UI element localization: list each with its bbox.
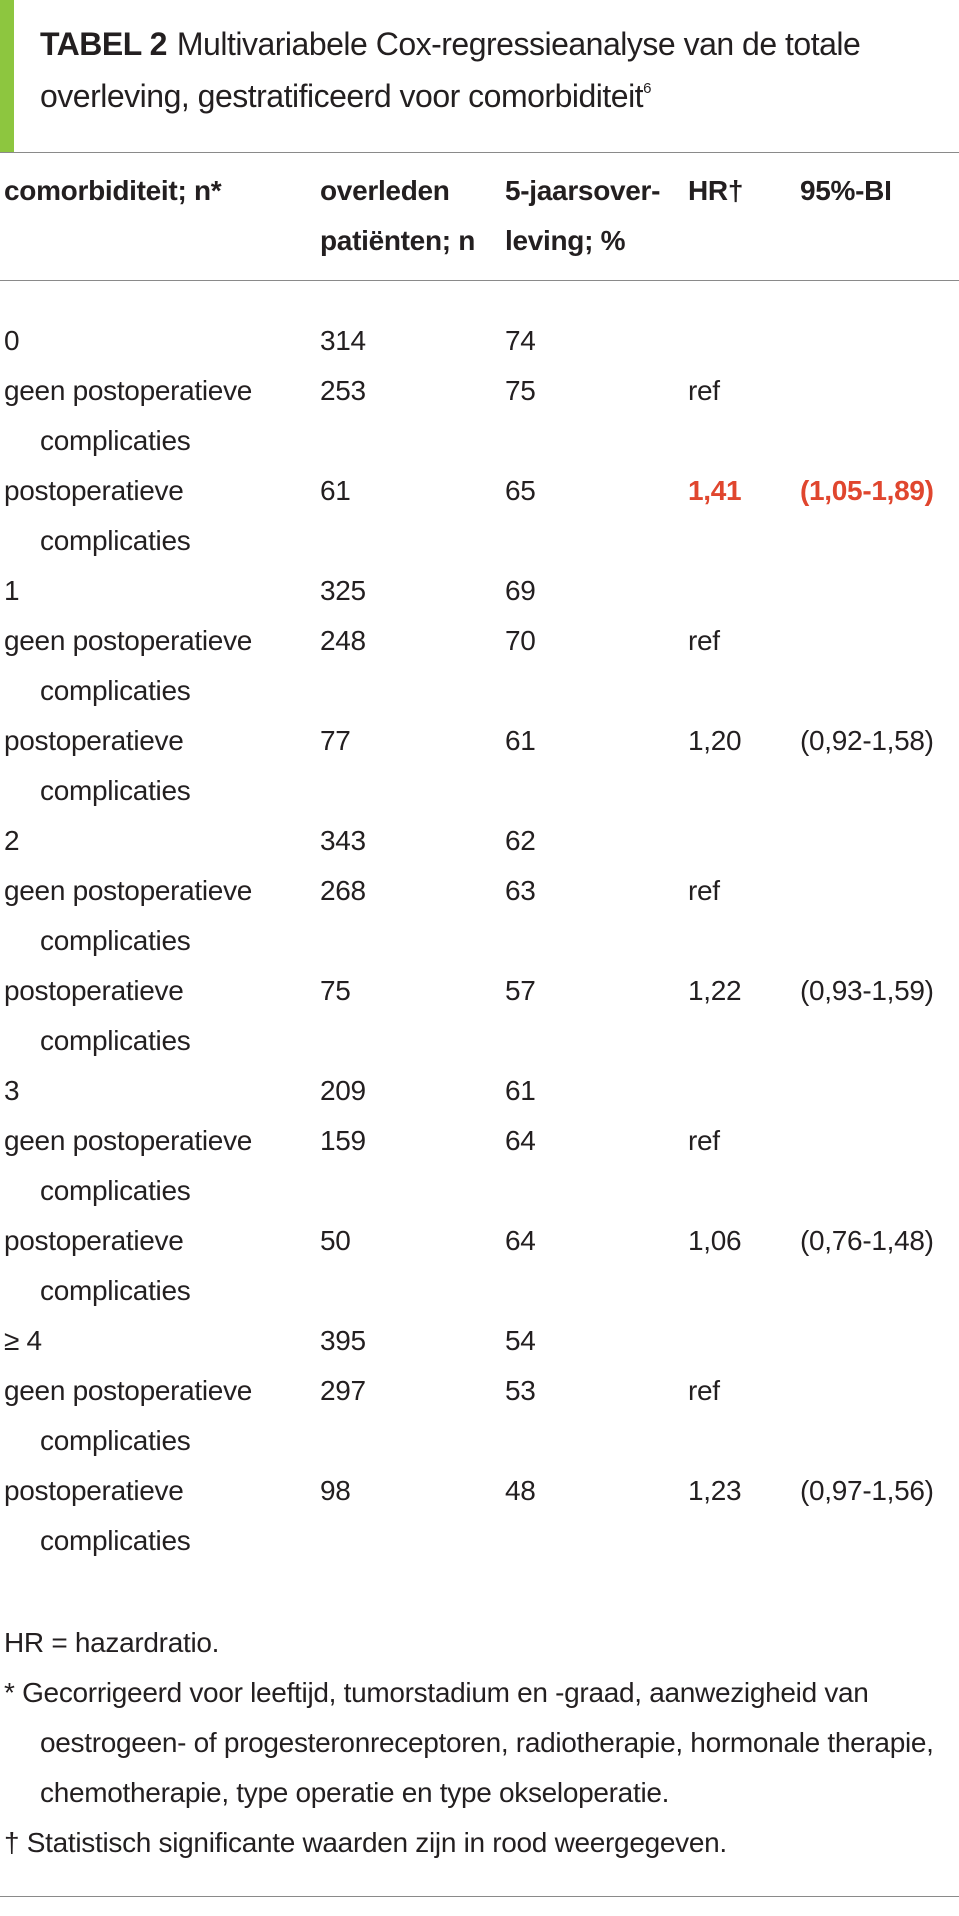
- cell-comorbiditeit-continuation: complicaties: [40, 1175, 191, 1206]
- cell-comorbiditeit: [4, 1066, 304, 1116]
- cell-comorbiditeit-label: postoperatieve: [4, 1225, 184, 1256]
- table-row: [0, 866, 959, 966]
- cell-comorbiditeit: [4, 966, 304, 1066]
- cell-overleden: 248: [320, 625, 366, 656]
- note-dagger: † Statistisch significante waarden zijn in rood weergegeven.: [4, 1827, 727, 1858]
- cell-comorbiditeit-continuation: complicaties: [40, 1025, 191, 1056]
- cell-overleden: 77: [320, 725, 351, 756]
- cell-comorbiditeit-continuation: complicaties: [40, 1425, 191, 1456]
- cell-comorbiditeit-label: 3: [4, 1075, 20, 1106]
- note-hr: HR = hazardratio.: [4, 1627, 220, 1658]
- header-ci: 95%-BI: [800, 175, 892, 206]
- cell-overleving: 64: [505, 1125, 536, 1156]
- cell-comorbiditeit-label: geen postoperatieve: [4, 1125, 253, 1156]
- cell-hr: 1,20: [688, 725, 742, 756]
- cell-ci: (0,93-1,59): [800, 975, 934, 1006]
- table-row: [0, 566, 959, 616]
- table-row: [0, 316, 959, 366]
- cell-comorbiditeit: [4, 1116, 304, 1216]
- header-overleving: [505, 166, 660, 266]
- table-row: [0, 1466, 959, 1566]
- cell-comorbiditeit-continuation: complicaties: [40, 925, 191, 956]
- cell-overleving: 61: [505, 725, 536, 756]
- cell-overleden: 253: [320, 375, 366, 406]
- cell-overleving: 65: [505, 475, 536, 506]
- table-title: [40, 18, 940, 122]
- table-row: [0, 966, 959, 1066]
- header-comorbiditeit: comorbiditeit; n*: [4, 175, 222, 206]
- table-row: [0, 816, 959, 866]
- note-asterisk-line1: * Gecorrigeerd voor leeftijd, tumorstadium en -graad, aanwezigheid van: [4, 1677, 869, 1708]
- cell-hr: ref: [688, 625, 720, 656]
- table-row: [0, 616, 959, 716]
- cell-overleden: 325: [320, 575, 366, 606]
- cell-ci: (0,76-1,48): [800, 1225, 934, 1256]
- table-body: [0, 316, 959, 1566]
- cell-comorbiditeit: [4, 1466, 304, 1566]
- cell-comorbiditeit: [4, 816, 304, 866]
- accent-bar: [0, 0, 14, 152]
- cell-overleden: 395: [320, 1325, 366, 1356]
- cell-comorbiditeit-label: geen postoperatieve: [4, 625, 253, 656]
- cell-hr: ref: [688, 375, 720, 406]
- table-row: [0, 1066, 959, 1116]
- cell-hr: 1,06: [688, 1225, 742, 1256]
- bottom-rule: [0, 1896, 959, 1897]
- table-row: [0, 716, 959, 816]
- cell-comorbiditeit-continuation: complicaties: [40, 1525, 191, 1556]
- cell-comorbiditeit-continuation: complicaties: [40, 675, 191, 706]
- cell-comorbiditeit: [4, 1366, 304, 1466]
- header-hr: HR†: [688, 175, 744, 206]
- cell-hr: 1,23: [688, 1475, 742, 1506]
- cell-comorbiditeit-label: geen postoperatieve: [4, 875, 253, 906]
- table-row: [0, 1366, 959, 1466]
- header-overleving-line1: 5-jaarsover-: [505, 175, 661, 206]
- cell-overleden: 61: [320, 475, 351, 506]
- cell-comorbiditeit-label: 0: [4, 325, 20, 356]
- header-overleden-line2: patiënten; n: [320, 225, 476, 256]
- cell-comorbiditeit: [4, 616, 304, 716]
- cell-overleden: 75: [320, 975, 351, 1006]
- cell-overleden: 159: [320, 1125, 366, 1156]
- cell-overleden: 50: [320, 1225, 351, 1256]
- cell-ci: (0,92-1,58): [800, 725, 934, 756]
- table-title-block: [0, 0, 959, 152]
- cell-comorbiditeit-label: geen postoperatieve: [4, 375, 253, 406]
- cell-overleden: 343: [320, 825, 366, 856]
- header-overleving-line2: leving; %: [505, 225, 626, 256]
- cell-comorbiditeit-label: postoperatieve: [4, 975, 184, 1006]
- cell-comorbiditeit: [4, 566, 304, 616]
- cell-ci: (1,05-1,89): [800, 475, 934, 506]
- table-row: [0, 466, 959, 566]
- cell-hr: 1,22: [688, 975, 742, 1006]
- cell-overleving: 74: [505, 325, 536, 356]
- cell-ci: (0,97-1,56): [800, 1475, 934, 1506]
- table-caption: Multivariabele Cox-regressieanalyse van de totale overleving, gestratificeerd voor comorbiditeit: [40, 26, 861, 114]
- cell-comorbiditeit: [4, 716, 304, 816]
- header-rule: [0, 280, 959, 281]
- note-asterisk-line2: oestrogeen- of progesteronreceptoren, radiotherapie, hormonale therapie,: [40, 1727, 934, 1758]
- cell-overleving: 48: [505, 1475, 536, 1506]
- cell-comorbiditeit: [4, 1216, 304, 1316]
- cell-comorbiditeit: [4, 366, 304, 466]
- table-row: [0, 1116, 959, 1216]
- cell-comorbiditeit: [4, 1316, 304, 1366]
- cell-overleving: 61: [505, 1075, 536, 1106]
- table-notes: [4, 1618, 944, 1868]
- cell-comorbiditeit-continuation: complicaties: [40, 775, 191, 806]
- cell-comorbiditeit-label: postoperatieve: [4, 475, 184, 506]
- top-rule: [0, 152, 959, 153]
- header-overleden-line1: overleden: [320, 175, 450, 206]
- cell-comorbiditeit-label: postoperatieve: [4, 725, 184, 756]
- cell-comorbiditeit-label: geen postoperatieve: [4, 1375, 253, 1406]
- cell-hr: ref: [688, 1375, 720, 1406]
- cell-comorbiditeit: [4, 316, 304, 366]
- cell-overleving: 63: [505, 875, 536, 906]
- cell-overleving: 69: [505, 575, 536, 606]
- cell-overleving: 53: [505, 1375, 536, 1406]
- cell-comorbiditeit-continuation: complicaties: [40, 425, 191, 456]
- cell-overleden: 209: [320, 1075, 366, 1106]
- note-asterisk-line3: chemotherapie, type operatie en type okseloperatie.: [40, 1777, 670, 1808]
- cell-overleden: 297: [320, 1375, 366, 1406]
- cell-overleden: 314: [320, 325, 366, 356]
- cell-overleving: 64: [505, 1225, 536, 1256]
- cell-overleden: 268: [320, 875, 366, 906]
- cell-hr: 1,41: [688, 475, 742, 506]
- cell-comorbiditeit-label: 1: [4, 575, 20, 606]
- cell-comorbiditeit-continuation: complicaties: [40, 525, 191, 556]
- cell-comorbiditeit: [4, 466, 304, 566]
- note-asterisk: [4, 1668, 944, 1818]
- cell-comorbiditeit-label: 2: [4, 825, 20, 856]
- cell-comorbiditeit-label: ≥ 4: [4, 1325, 42, 1356]
- cell-hr: ref: [688, 875, 720, 906]
- table-row: [0, 1216, 959, 1316]
- header-overleden: [320, 166, 475, 266]
- cell-comorbiditeit-continuation: complicaties: [40, 1275, 191, 1306]
- table-number: TABEL 2: [40, 26, 167, 62]
- reference-superscript: 6: [643, 80, 651, 97]
- cell-overleving: 57: [505, 975, 536, 1006]
- cell-overleving: 62: [505, 825, 536, 856]
- cell-comorbiditeit-label: postoperatieve: [4, 1475, 184, 1506]
- cell-overleden: 98: [320, 1475, 351, 1506]
- cell-overleving: 70: [505, 625, 536, 656]
- cell-overleving: 54: [505, 1325, 536, 1356]
- cell-hr: ref: [688, 1125, 720, 1156]
- cell-overleving: 75: [505, 375, 536, 406]
- table-row: [0, 366, 959, 466]
- cell-comorbiditeit: [4, 866, 304, 966]
- table-row: [0, 1316, 959, 1366]
